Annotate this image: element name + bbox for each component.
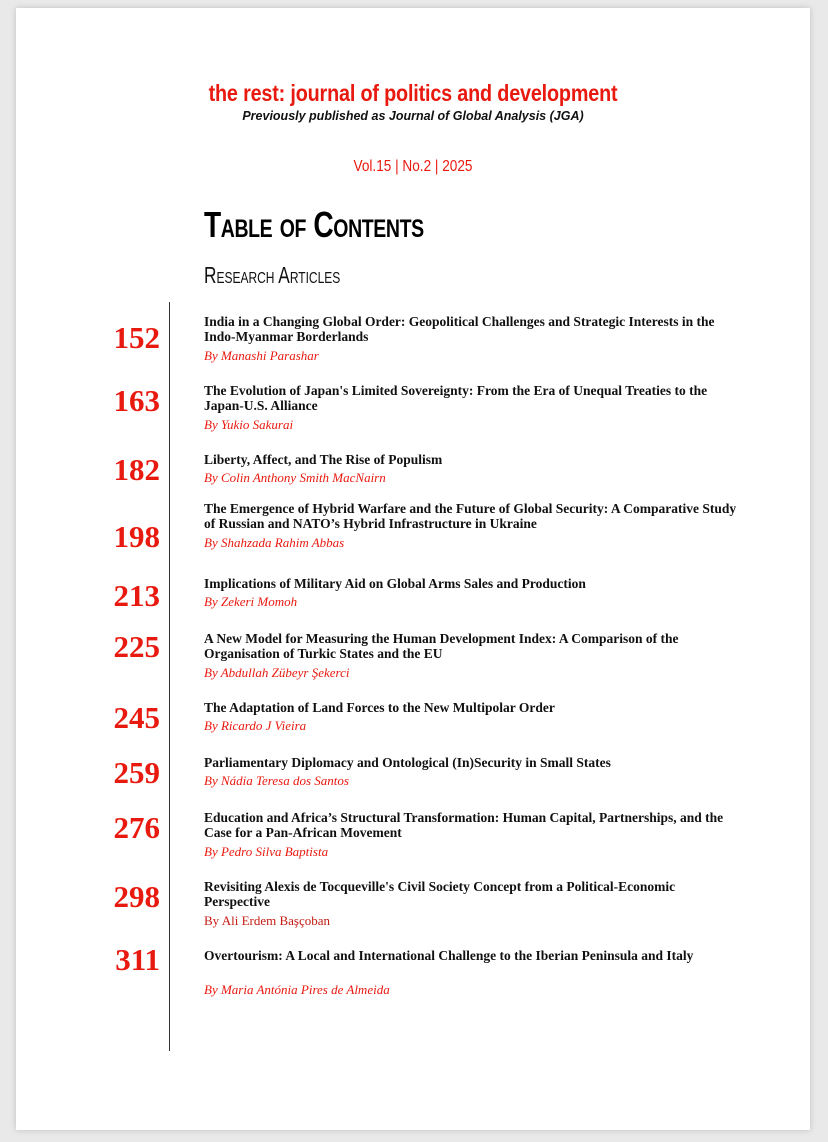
entry-author: By Nádia Teresa dos Santos (204, 773, 349, 788)
entry-title[interactable]: Education and Africa’s Structural Transformation: Human Capital, Partnerships, and the Case for a Pan-African Movement (204, 810, 724, 840)
entry-title[interactable]: Revisiting Alexis de Tocqueville's Civil Society Concept from a Political-Economic Perspective (204, 879, 676, 909)
entry-page-number: 213 (113, 578, 160, 613)
document-page (16, 8, 810, 1130)
entry-title[interactable]: Implications of Military Aid on Global Arms Sales and Production (204, 576, 586, 591)
entry-title[interactable]: The Adaptation of Land Forces to the New Multipolar Order (204, 700, 555, 715)
entry-page-number: 198 (113, 519, 160, 554)
entry-title[interactable]: The Emergence of Hybrid Warfare and the Future of Global Security: A Comparative Study of Russian and NATO’s Hybrid Infrastructure in Ukraine (204, 501, 737, 531)
entry-author: By Maria Antónia Pires de Almeida (204, 982, 390, 997)
entry-page-number: 276 (113, 810, 160, 845)
entry-page-number: 245 (113, 700, 160, 735)
entry-title[interactable]: Parliamentary Diplomacy and Ontological (In)Security in Small States (204, 755, 611, 770)
entry-page-number: 163 (113, 383, 160, 418)
entry-author: By Colin Anthony Smith MacNairn (204, 470, 386, 485)
entry-title[interactable]: A New Model for Measuring the Human Development Index: A Comparison of the Organisation of Turkic States and the EU (204, 631, 679, 661)
toc-heading: Table of Contents (204, 204, 424, 245)
section-heading: Research Articles (204, 262, 341, 288)
entry-author: By Pedro Silva Baptista (204, 844, 329, 859)
issue-info: Vol.15 | No.2 | 2025 (353, 158, 473, 175)
entry-author: By Abdullah Zübeyr Şekerci (204, 665, 350, 680)
entry-author: By Ricardo J Vieira (204, 718, 307, 733)
entry-author: By Yukio Sakurai (204, 417, 294, 432)
entry-title[interactable]: India in a Changing Global Order: Geopolitical Challenges and Strategic Interests in the Indo-Myanmar Borderlands (204, 314, 715, 344)
previously-published-note: Previously published as Journal of Global Analysis (JGA) (242, 109, 584, 123)
entry-page-number: 225 (113, 629, 160, 664)
entry-title[interactable]: Liberty, Affect, and The Rise of Populism (204, 452, 443, 467)
entry-title[interactable]: Overtourism: A Local and International Challenge to the Iberian Peninsula and Italy (204, 948, 694, 963)
entry-author: By Zekeri Momoh (204, 594, 298, 609)
entry-author: By Ali Erdem Başçoban (204, 913, 331, 928)
entry-page-number: 152 (113, 320, 160, 355)
entry-author: By Manashi Parashar (204, 348, 319, 363)
entry-page-number: 298 (113, 879, 160, 914)
entry-author: By Shahzada Rahim Abbas (204, 535, 345, 550)
entry-page-number: 259 (113, 755, 160, 790)
entry-title[interactable]: The Evolution of Japan's Limited Sovereignty: From the Era of Unequal Treaties to the Japan-U.S. Alliance (204, 383, 708, 413)
vertical-divider (169, 302, 170, 1051)
entry-page-number: 182 (113, 452, 160, 487)
entry-page-number: 311 (115, 942, 160, 977)
journal-title: the rest: journal of politics and development (208, 80, 618, 106)
